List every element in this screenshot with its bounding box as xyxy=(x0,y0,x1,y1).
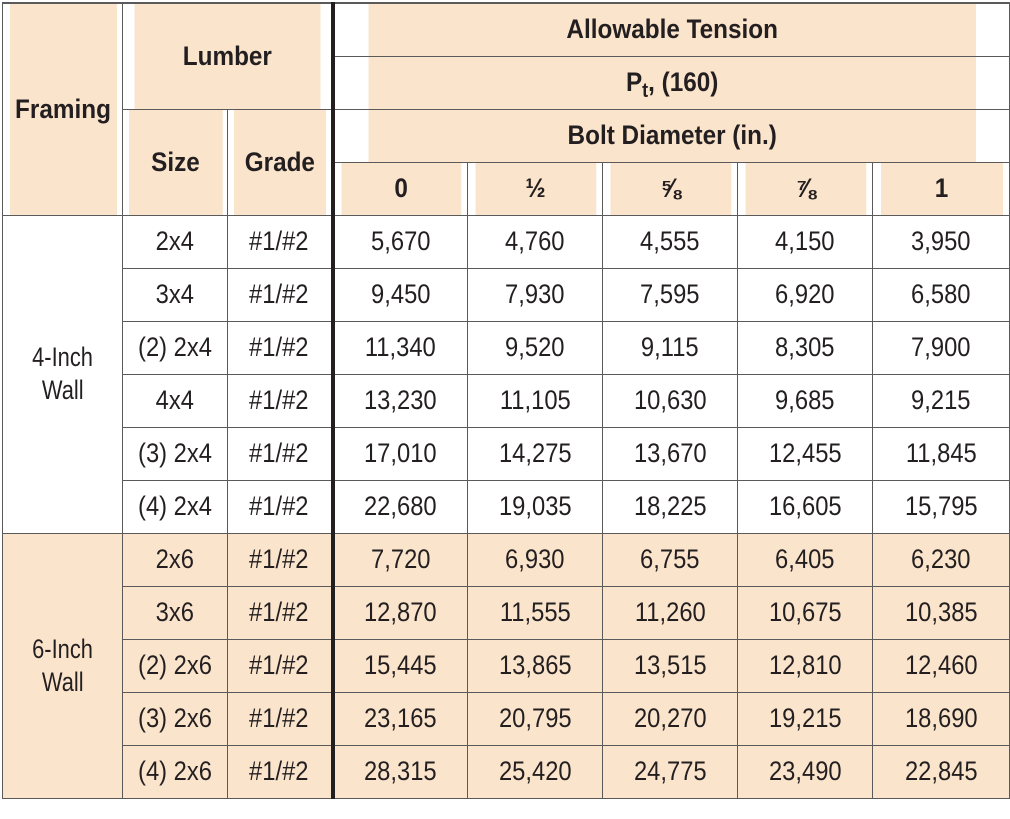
value-cell: 11,555 xyxy=(468,586,603,639)
value-cell: 10,385 xyxy=(873,586,1010,639)
value-cell: 10,630 xyxy=(603,374,738,427)
value-cell: 17,010 xyxy=(333,427,468,480)
value-cell: 28,315 xyxy=(333,745,468,798)
value-cell: 13,230 xyxy=(333,374,468,427)
allowable-tension-header: Allowable Tension xyxy=(366,3,975,56)
size-cell: (2) 2x6 xyxy=(123,639,228,692)
grade-header: Grade xyxy=(233,109,328,215)
grade-cell: #1/#2 xyxy=(228,374,333,427)
value-cell: 18,225 xyxy=(603,480,738,533)
bolt-diameter-header: Bolt Diameter (in.) xyxy=(366,109,975,162)
value-cell: 12,810 xyxy=(738,639,873,692)
grade-cell: #1/#2 xyxy=(228,321,333,374)
size-cell: 3x4 xyxy=(123,268,228,321)
value-cell: 11,340 xyxy=(333,321,468,374)
size-cell: 4x4 xyxy=(123,374,228,427)
value-cell: 22,845 xyxy=(873,745,1010,798)
value-cell: 9,450 xyxy=(333,268,468,321)
value-cell: 6,405 xyxy=(738,533,873,586)
table-body xyxy=(3,215,1010,798)
diameter-header: 0 xyxy=(339,162,461,215)
grade-cell: #1/#2 xyxy=(228,268,333,321)
value-cell: 18,690 xyxy=(873,692,1010,745)
value-cell: 23,490 xyxy=(738,745,873,798)
value-cell: 15,795 xyxy=(873,480,1010,533)
value-cell: 25,420 xyxy=(468,745,603,798)
value-cell: 6,755 xyxy=(603,533,738,586)
diameter-header: ½ xyxy=(474,162,596,215)
size-cell: (4) 2x6 xyxy=(123,745,228,798)
value-cell: 7,900 xyxy=(873,321,1010,374)
value-cell: 24,775 xyxy=(603,745,738,798)
grade-cell: #1/#2 xyxy=(228,533,333,586)
framing-cell: 4-Inch Wall xyxy=(3,215,123,533)
grade-cell: #1/#2 xyxy=(228,215,333,268)
value-cell: 6,580 xyxy=(873,268,1010,321)
value-cell: 9,520 xyxy=(468,321,603,374)
lumber-header: Lumber xyxy=(133,3,322,109)
table-row xyxy=(3,480,1010,533)
value-cell: 11,260 xyxy=(603,586,738,639)
value-cell: 19,215 xyxy=(738,692,873,745)
value-cell: 4,555 xyxy=(603,215,738,268)
pt-header: $P_t$, (160) xyxy=(366,56,975,109)
table-row xyxy=(3,427,1010,480)
size-cell: (3) 2x6 xyxy=(123,692,228,745)
value-cell: 13,865 xyxy=(468,639,603,692)
table-header xyxy=(3,3,1010,215)
value-cell: 12,455 xyxy=(738,427,873,480)
table-row xyxy=(3,215,1010,268)
grade-cell: #1/#2 xyxy=(228,639,333,692)
value-cell: 11,845 xyxy=(873,427,1010,480)
table-row xyxy=(3,586,1010,639)
value-cell: 3,950 xyxy=(873,215,1010,268)
value-cell: 7,720 xyxy=(333,533,468,586)
table-row xyxy=(3,321,1010,374)
value-cell: 6,230 xyxy=(873,533,1010,586)
value-cell: 13,670 xyxy=(603,427,738,480)
grade-cell: #1/#2 xyxy=(228,745,333,798)
table-row xyxy=(3,533,1010,586)
value-cell: 4,150 xyxy=(738,215,873,268)
value-cell: 20,270 xyxy=(603,692,738,745)
value-cell: 9,215 xyxy=(873,374,1010,427)
value-cell: 5,670 xyxy=(333,215,468,268)
size-cell: (2) 2x4 xyxy=(123,321,228,374)
framing-cell: 6-Inch Wall xyxy=(3,533,123,798)
value-cell: 6,930 xyxy=(468,533,603,586)
value-cell: 4,760 xyxy=(468,215,603,268)
grade-cell: #1/#2 xyxy=(228,586,333,639)
value-cell: 8,305 xyxy=(738,321,873,374)
allowable-tension-table xyxy=(2,2,1010,799)
size-cell: (3) 2x4 xyxy=(123,427,228,480)
value-cell: 7,930 xyxy=(468,268,603,321)
value-cell: 13,515 xyxy=(603,639,738,692)
size-cell: 2x4 xyxy=(123,215,228,268)
size-cell: (4) 2x4 xyxy=(123,480,228,533)
size-cell: 2x6 xyxy=(123,533,228,586)
value-cell: 6,920 xyxy=(738,268,873,321)
value-cell: 12,870 xyxy=(333,586,468,639)
value-cell: 23,165 xyxy=(333,692,468,745)
table-row xyxy=(3,745,1010,798)
value-cell: 15,445 xyxy=(333,639,468,692)
value-cell: 11,105 xyxy=(468,374,603,427)
table-row xyxy=(3,639,1010,692)
value-cell: 7,595 xyxy=(603,268,738,321)
diameter-header: ⅞ xyxy=(744,162,866,215)
framing-header: Framing xyxy=(9,3,117,215)
size-cell: 3x6 xyxy=(123,586,228,639)
table-row xyxy=(3,268,1010,321)
value-cell: 22,680 xyxy=(333,480,468,533)
value-cell: 10,675 xyxy=(738,586,873,639)
table-row xyxy=(3,374,1010,427)
value-cell: 12,460 xyxy=(873,639,1010,692)
value-cell: 19,035 xyxy=(468,480,603,533)
value-cell: 16,605 xyxy=(738,480,873,533)
value-cell: 9,685 xyxy=(738,374,873,427)
size-header: Size xyxy=(128,109,223,215)
diameter-header: ⅝ xyxy=(609,162,731,215)
value-cell: 9,115 xyxy=(603,321,738,374)
grade-cell: #1/#2 xyxy=(228,480,333,533)
value-cell: 20,795 xyxy=(468,692,603,745)
value-cell: 14,275 xyxy=(468,427,603,480)
diameter-header: 1 xyxy=(879,162,1002,215)
grade-cell: #1/#2 xyxy=(228,692,333,745)
table-row xyxy=(3,692,1010,745)
grade-cell: #1/#2 xyxy=(228,427,333,480)
